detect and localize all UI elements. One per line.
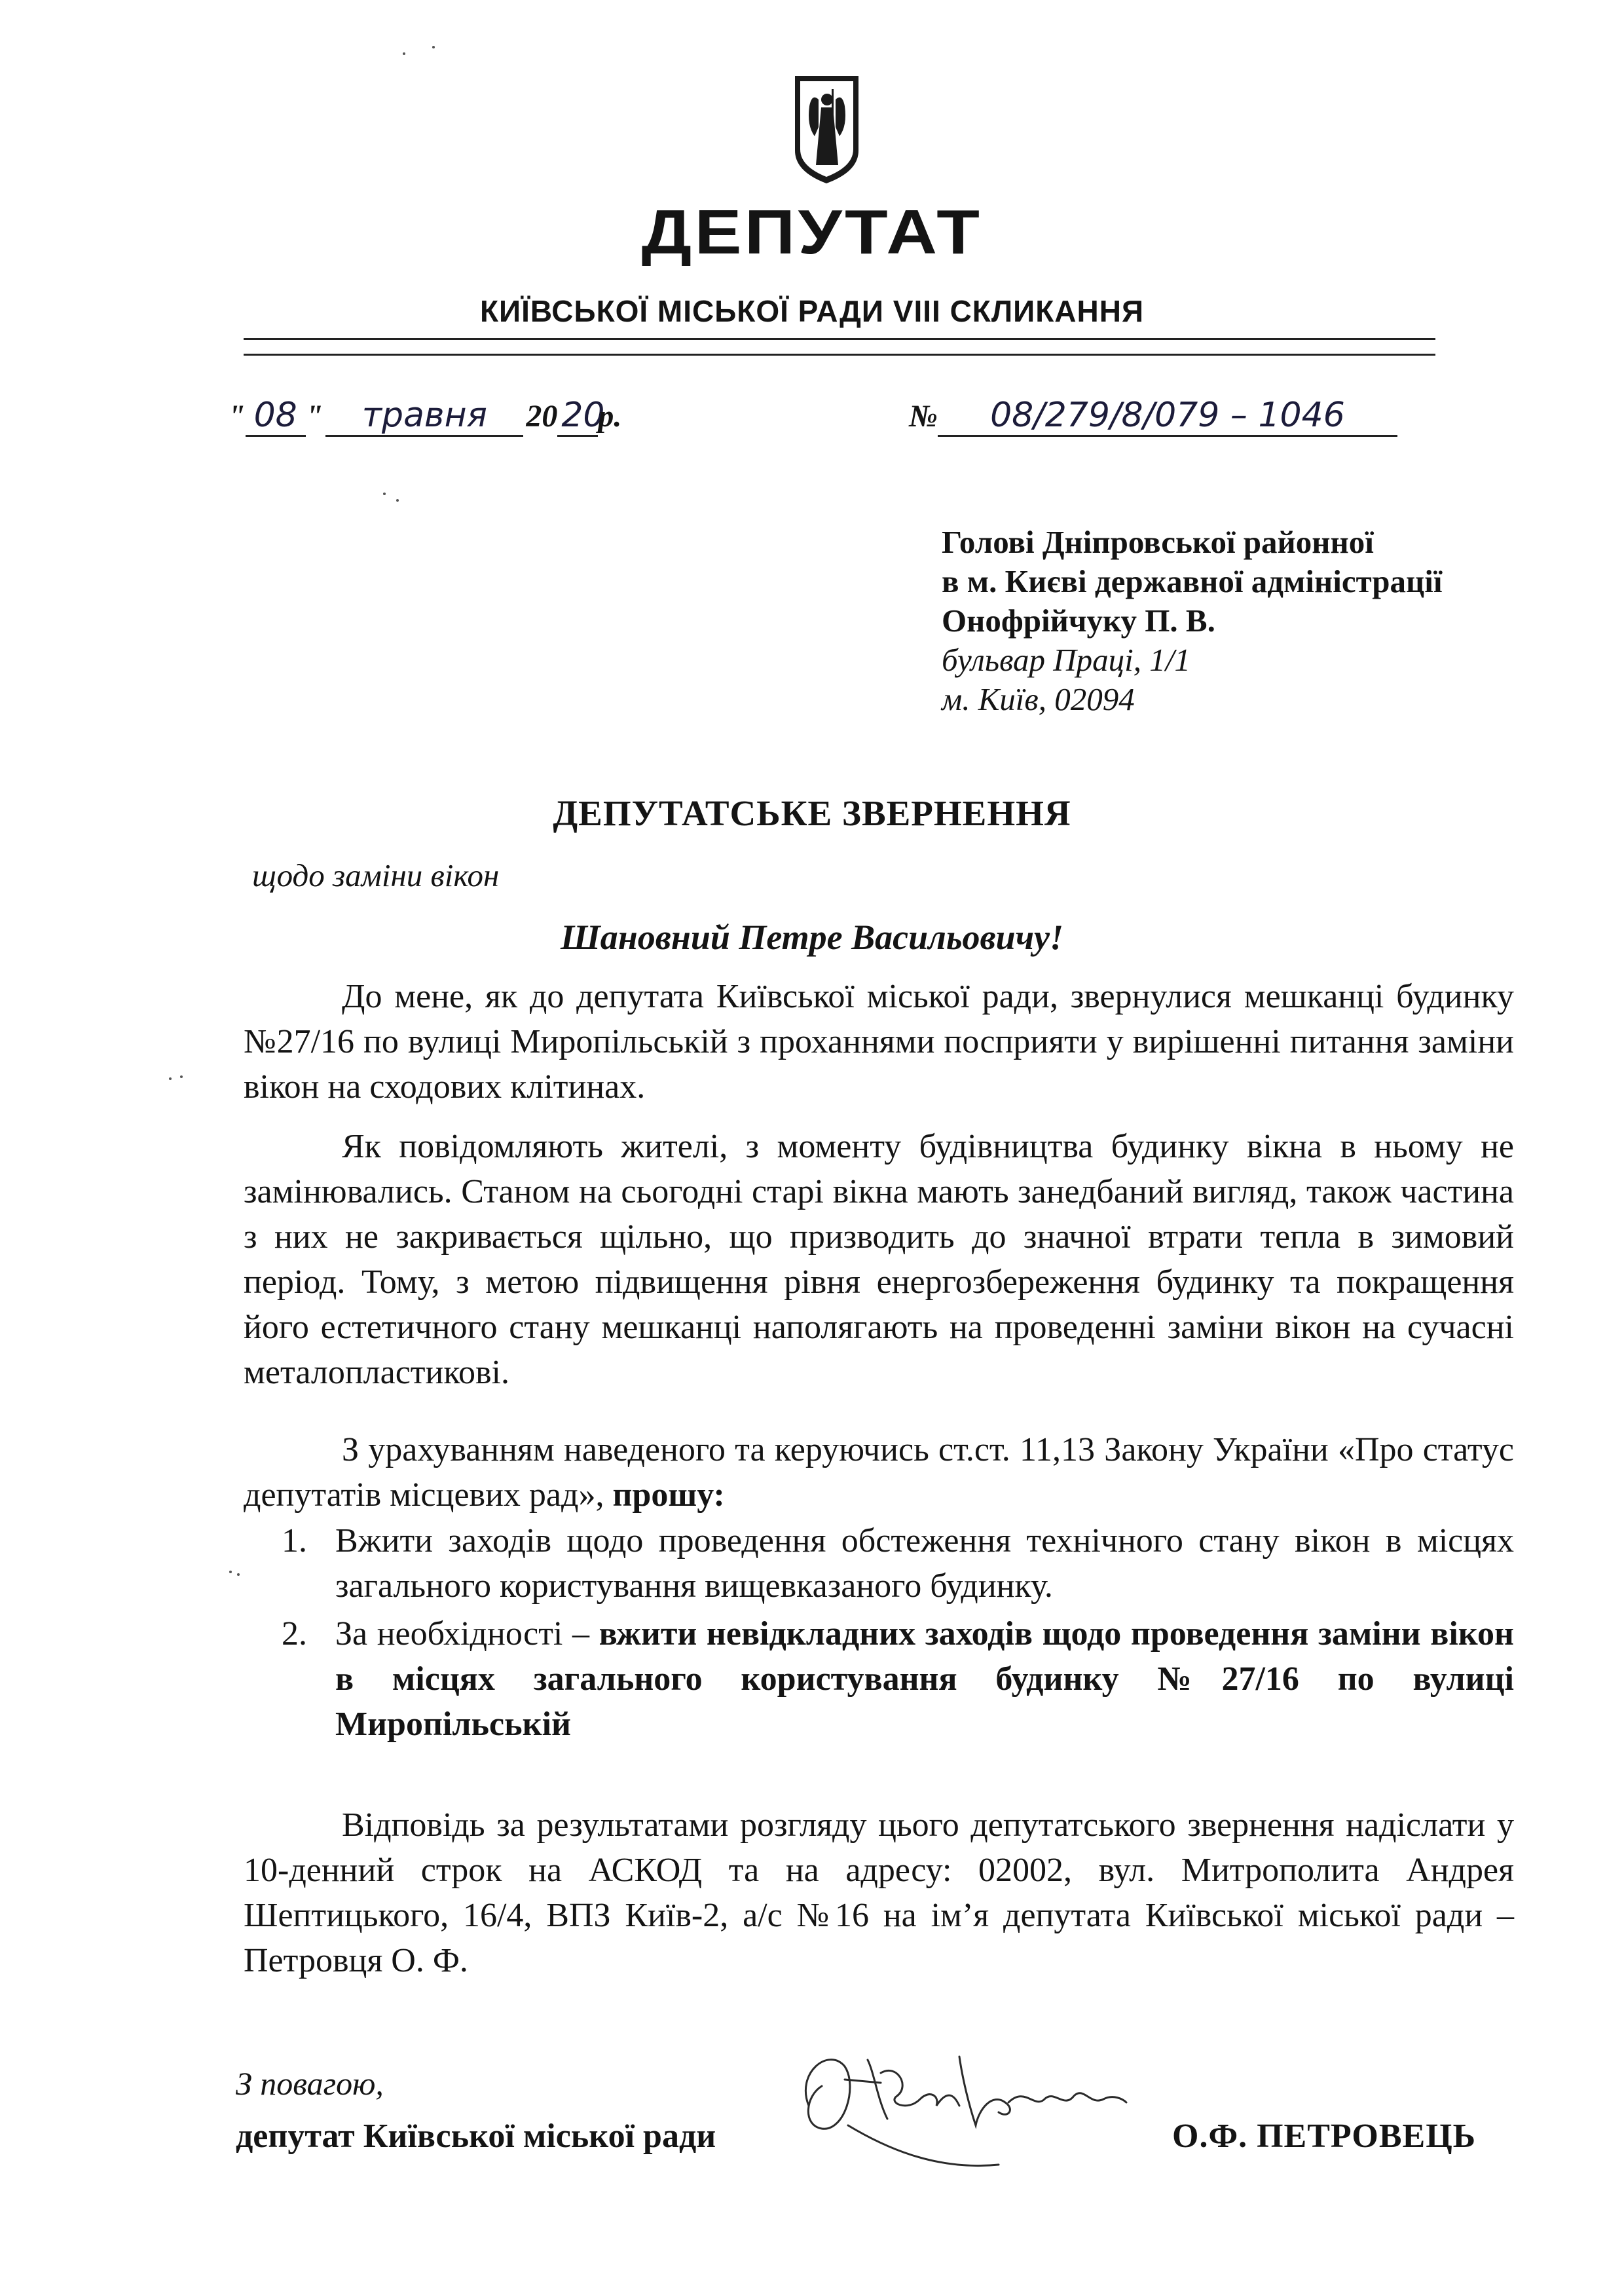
list-item-number: 1. (282, 1522, 307, 1559)
recipient-line-2: в м. Києві державної адміністрації (942, 563, 1443, 599)
list-item (282, 1518, 1514, 1609)
document-title: ДЕПУТАТСЬКЕ ЗВЕРНЕННЯ (553, 793, 1071, 833)
scan-speckle (396, 499, 399, 502)
scan-speckle (432, 46, 435, 48)
number-value: 08/279/8/079 – 1046 (938, 398, 1397, 437)
header-council: КИЇВСЬКОЇ МІСЬКОЇ РАДИ VIII СКЛИКАННЯ (479, 294, 1145, 328)
handwritten-signature-icon (783, 2034, 1149, 2178)
list-item (282, 1611, 1514, 1747)
year-suffix: 20 (557, 398, 598, 437)
date-day: 08 (246, 398, 306, 437)
list-item-text: Вжити заходів щодо проведення обстеження технічного стану вікон в місцях загального користування вищевказаного будинку. (335, 1522, 1514, 1605)
recipient-line-1: Голові Дніпровської районної (942, 524, 1374, 560)
date-open-quote: " (228, 399, 246, 434)
header-title: ДЕПУТАТ (641, 197, 983, 267)
paragraph-1 (244, 974, 1514, 1110)
scan-speckle (383, 493, 386, 495)
recipient-block (942, 523, 1442, 719)
scan-speckle (237, 1573, 240, 1576)
registration-number (909, 398, 1397, 437)
closing-regards: З повагою, (236, 2065, 384, 2102)
recipient-name: Онофрійчуку П. В. (942, 603, 1215, 639)
header-rule-top (244, 338, 1435, 340)
date-close-quote: " (305, 399, 323, 434)
paragraph-2 (244, 1124, 1514, 1395)
paragraph-3-bold: прошу: (612, 1476, 725, 1514)
scan-speckle (180, 1075, 183, 1078)
document-date (228, 398, 621, 437)
kyiv-archangel-emblem-icon (792, 73, 861, 186)
paragraph-3-text: З урахуванням наведеного та керуючись ст.ст. 11,13 Закону України «Про статус депутатів місцевих рад», (244, 1431, 1514, 1514)
number-label: № (909, 399, 938, 434)
paragraph-4 (244, 1802, 1514, 1983)
document-subject: щодо заміни вікон (252, 857, 500, 893)
header-rule-bottom (244, 354, 1435, 356)
paragraph-2-text: Як повідомляють жителі, з моменту будівництва будинку вікна в ньому не замінювались. Станом на сьогодні старі вікна мають занедбаний вигляд, також частина з них не закривається щільно, що призводить до значної втрати тепла в зимовий період. Тому, з метою підвищення рівня енергозбереження будинку та покращення його естетичного стану мешканці наполягають на проведенні заміни вікон на сучасні металопластикові. (244, 1128, 1514, 1391)
list-item-number: 2. (282, 1615, 307, 1652)
paragraph-1-text: До мене, як до депутата Київської міської ради, звернулися мешканці будинку №27/16 по вулиці Миропільській з проханнями посприяти у вирішенні питання заміни вікон на сходових клітинах. (244, 978, 1514, 1106)
recipient-city: м. Київ, 02094 (942, 681, 1135, 717)
closing-name: О.Ф. ПЕТРОВЕЦЬ (1172, 2118, 1477, 2155)
greeting: Шановний Петре Васильовичу! (560, 918, 1064, 957)
scan-speckle (169, 1077, 172, 1080)
list-item-text: За необхідності – (335, 1615, 599, 1652)
year-unit: р. (598, 399, 622, 434)
date-month: травня (325, 398, 523, 437)
paragraph-3 (244, 1427, 1514, 1518)
paragraph-4-text: Відповідь за результатами розгляду цього депутатського звернення надіслати у 10-денний строк на АСКОД та на адресу: 02002, вул. Митрополита Андрея Шептицького, 16/4, ВПЗ Київ-2, а/с №16 на ім’я депутата Київської міської ради – Петровця О. Ф. (244, 1806, 1514, 1979)
closing-position: депутат Київської міської ради (236, 2118, 716, 2155)
scan-speckle (229, 1571, 232, 1573)
recipient-street: бульвар Праці, 1/1 (942, 642, 1190, 678)
scan-speckle (403, 52, 405, 55)
request-list (282, 1518, 1514, 1747)
list-item-bold: вжити невідкладних заходів щодо проведення заміни вікон в місцях загального користування будинку №27/16 по вулиці Миропільській (335, 1615, 1514, 1743)
year-prefix: 20 (526, 399, 558, 434)
